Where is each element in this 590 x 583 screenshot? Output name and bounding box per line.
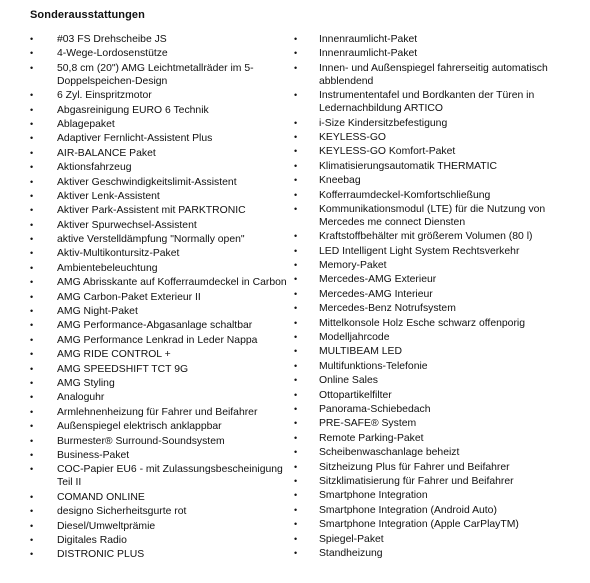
equipment-item xyxy=(30,176,292,189)
equipment-item-label: Modelljahrcode xyxy=(319,332,390,344)
equipment-item-label: AMG Night-Paket xyxy=(57,306,138,318)
equipment-item xyxy=(294,259,564,272)
equipment-item xyxy=(294,446,564,459)
equipment-item-label: Smartphone Integration xyxy=(319,490,428,502)
equipment-item xyxy=(294,230,564,243)
bullet-icon: • xyxy=(30,534,34,545)
equipment-item-label: Innenraumlicht-Paket xyxy=(319,34,418,45)
bullet-icon: • xyxy=(30,506,34,517)
equipment-item xyxy=(30,348,292,361)
bullet-icon: • xyxy=(294,403,298,414)
equipment-item-label: Aktionsfahrzeug xyxy=(57,162,132,174)
bullet-icon: • xyxy=(30,491,34,502)
bullet-icon: • xyxy=(294,317,298,328)
bullet-icon: • xyxy=(30,48,34,59)
bullet-icon: • xyxy=(294,432,298,443)
equipment-item-label: Multifunktions-Telefonie xyxy=(319,360,428,372)
bullet-icon: • xyxy=(294,375,298,386)
equipment-item-label: Aktiver Geschwindigkeitslimit-Assistent xyxy=(57,176,237,188)
bullet-icon: • xyxy=(294,245,298,256)
bullet-icon: • xyxy=(294,360,298,371)
equipment-item xyxy=(294,62,564,88)
bullet-icon: • xyxy=(294,533,298,544)
equipment-item xyxy=(30,334,292,347)
equipment-item xyxy=(30,147,292,160)
equipment-item xyxy=(30,449,292,462)
bullet-icon: • xyxy=(30,277,34,288)
equipment-item xyxy=(294,131,564,144)
bullet-icon: • xyxy=(30,205,34,216)
equipment-item-label: Remote Parking-Paket xyxy=(319,432,424,444)
bullet-icon: • xyxy=(30,421,34,432)
bullet-icon: • xyxy=(30,162,34,173)
equipment-item xyxy=(30,319,292,332)
section-heading: Sonderausstattungen xyxy=(30,9,145,21)
equipment-item-label: Digitales Radio xyxy=(57,534,127,546)
bullet-icon: • xyxy=(30,377,34,388)
equipment-item-label: Aktiv-Multikontursitz-Paket xyxy=(57,248,180,260)
equipment-item-label: Aktiver Lenk-Assistent xyxy=(57,190,160,202)
bullet-icon: • xyxy=(30,104,34,115)
equipment-item-label: Spiegel-Paket xyxy=(319,533,384,545)
equipment-item-label: 6 Zyl. Einspritzmotor xyxy=(57,90,152,102)
equipment-item xyxy=(294,33,564,46)
equipment-item xyxy=(30,262,292,275)
equipment-item xyxy=(30,505,292,518)
bullet-icon: • xyxy=(30,34,34,44)
bullet-icon: • xyxy=(30,291,34,302)
equipment-item-label: Memory-Paket xyxy=(319,260,387,272)
equipment-item-label: Panorama-Schiebedach xyxy=(319,403,431,415)
equipment-item xyxy=(294,89,564,115)
equipment-item-label: aktive Verstelldämpfung "Normally open" xyxy=(57,234,245,246)
equipment-item xyxy=(294,273,564,286)
bullet-icon: • xyxy=(294,274,298,285)
equipment-item-label: Innenraumlicht-Paket xyxy=(319,48,418,60)
equipment-item-label: Kneebag xyxy=(319,175,361,187)
equipment-item xyxy=(294,331,564,344)
equipment-item-label: Smartphone Integration (Android Auto) xyxy=(319,504,497,516)
equipment-item-label: AMG RIDE CONTROL + xyxy=(57,349,171,361)
bullet-icon: • xyxy=(294,504,298,515)
bullet-icon: • xyxy=(294,48,298,59)
equipment-item-label: designo Sicherheitsgurte rot xyxy=(57,506,187,518)
equipment-item xyxy=(30,520,292,533)
equipment-item xyxy=(30,463,292,489)
bullet-icon: • xyxy=(294,62,298,73)
equipment-item-label: PRE-SAFE® System xyxy=(319,418,417,430)
equipment-item-label: Scheibenwaschanlage beheizt xyxy=(319,447,460,459)
bullet-icon: • xyxy=(30,549,34,560)
equipment-item xyxy=(30,233,292,246)
bullet-icon: • xyxy=(294,189,298,200)
equipment-item-label: AMG Abrisskante auf Kofferraumdeckel in Carbon xyxy=(57,277,287,289)
equipment-item xyxy=(294,389,564,402)
bullet-icon: • xyxy=(30,520,34,531)
equipment-item xyxy=(30,118,292,131)
equipment-item-label: Diesel/Umweltprämie xyxy=(57,520,156,532)
equipment-item xyxy=(30,89,292,102)
equipment-item xyxy=(30,161,292,174)
equipment-item xyxy=(294,360,564,373)
equipment-item xyxy=(30,491,292,504)
equipment-item xyxy=(294,547,564,560)
equipment-item xyxy=(30,247,292,260)
bullet-icon: • xyxy=(30,406,34,417)
equipment-item xyxy=(30,62,292,88)
equipment-item xyxy=(30,548,292,561)
equipment-list-right xyxy=(294,33,564,561)
bullet-icon: • xyxy=(30,363,34,374)
bullet-icon: • xyxy=(294,389,298,400)
equipment-item xyxy=(30,435,292,448)
bullet-icon: • xyxy=(294,288,298,299)
equipment-item xyxy=(294,504,564,517)
equipment-item xyxy=(30,204,292,217)
bullet-icon: • xyxy=(294,117,298,128)
bullet-icon: • xyxy=(30,349,34,360)
equipment-list-left xyxy=(30,33,292,563)
equipment-item xyxy=(294,317,564,330)
bullet-icon: • xyxy=(294,146,298,157)
equipment-item-label: 4-Wege-Lordosenstütze xyxy=(57,48,168,60)
equipment-item-label: MULTIBEAM LED xyxy=(319,346,402,358)
bullet-icon: • xyxy=(294,231,298,242)
equipment-item-label: 50,8 cm (20") AMG Leichtmetallräder im 5-Doppelspeichen-Design xyxy=(57,62,254,87)
bullet-icon: • xyxy=(294,447,298,458)
equipment-item xyxy=(30,406,292,419)
equipment-item xyxy=(30,420,292,433)
equipment-item-label: Ottopartikelfilter xyxy=(319,389,392,401)
equipment-item-label: Kommunikationsmodul (LTE) für die Nutzung von Mercedes me connect Diensten xyxy=(319,203,546,228)
equipment-item xyxy=(294,117,564,130)
bullet-icon: • xyxy=(294,90,298,101)
equipment-item xyxy=(30,219,292,232)
equipment-item-label: LED Intelligent Light System Rechtsverkehr xyxy=(319,245,520,257)
equipment-item xyxy=(294,461,564,474)
equipment-item-label: COC-Papier EU6 - mit Zulassungsbescheinigung Teil II xyxy=(57,464,283,489)
equipment-item-label: Kofferraumdeckel-Komfortschließung xyxy=(319,189,491,201)
bullet-icon: • xyxy=(294,160,298,171)
equipment-item xyxy=(30,47,292,60)
equipment-item-label: i-Size Kindersitzbefestigung xyxy=(319,117,448,129)
equipment-item-label: Abgasreinigung EURO 6 Technik xyxy=(57,104,209,116)
equipment-item xyxy=(294,475,564,488)
bullet-icon: • xyxy=(30,435,34,446)
equipment-item-label: Ablagepaket xyxy=(57,118,115,130)
equipment-item-label: COMAND ONLINE xyxy=(57,491,145,503)
bullet-icon: • xyxy=(30,219,34,230)
bullet-icon: • xyxy=(294,203,298,214)
equipment-item-label: KEYLESS-GO Komfort-Paket xyxy=(319,146,456,158)
equipment-item xyxy=(294,417,564,430)
bullet-icon: • xyxy=(294,519,298,530)
equipment-item-label: Sitzheizung Plus für Fahrer und Beifahrer xyxy=(319,461,510,473)
bullet-icon: • xyxy=(30,147,34,158)
bullet-icon: • xyxy=(294,475,298,486)
equipment-item xyxy=(294,403,564,416)
bullet-icon: • xyxy=(30,306,34,317)
equipment-item-label: Aktiver Park-Assistent mit PARKTRONIC xyxy=(57,205,246,217)
equipment-item-label: Ambientebeleuchtung xyxy=(57,262,158,274)
equipment-item-label: DISTRONIC PLUS xyxy=(57,549,145,561)
bullet-icon: • xyxy=(30,118,34,129)
bullet-icon: • xyxy=(294,34,298,44)
bullet-icon: • xyxy=(294,303,298,314)
bullet-icon: • xyxy=(294,418,298,429)
equipment-item-label: AMG Performance-Abgasanlage schaltbar xyxy=(57,320,253,332)
equipment-item xyxy=(294,160,564,173)
equipment-item xyxy=(30,33,292,46)
bullet-icon: • xyxy=(294,175,298,186)
equipment-item-label: Mercedes-Benz Notrufsystem xyxy=(319,303,456,315)
equipment-item-label: Instrumententafel und Bordkanten der Türen in Ledernachbildung ARTICO xyxy=(319,90,535,115)
equipment-item xyxy=(294,345,564,358)
equipment-item-label: Mercedes-AMG Interieur xyxy=(319,288,433,300)
bullet-icon: • xyxy=(30,90,34,101)
equipment-item xyxy=(294,47,564,60)
bullet-icon: • xyxy=(294,131,298,142)
equipment-item-label: AIR-BALANCE Paket xyxy=(57,147,156,159)
bullet-icon: • xyxy=(294,332,298,343)
equipment-item-label: Adaptiver Fernlicht-Assistent Plus xyxy=(57,133,213,145)
bullet-icon: • xyxy=(30,190,34,201)
equipment-item xyxy=(30,305,292,318)
equipment-item xyxy=(30,534,292,547)
equipment-item-label: Standheizung xyxy=(319,547,383,559)
equipment-item-label: Analoguhr xyxy=(57,392,105,404)
equipment-item xyxy=(294,288,564,301)
bullet-icon: • xyxy=(30,449,34,460)
equipment-item-label: Sitzklimatisierung für Fahrer und Beifahrer xyxy=(319,475,514,487)
bullet-icon: • xyxy=(294,490,298,501)
equipment-item xyxy=(30,391,292,404)
equipment-item xyxy=(294,518,564,531)
equipment-item-label: Mercedes-AMG Exterieur xyxy=(319,274,437,286)
equipment-item-label: #03 FS Drehscheibe JS xyxy=(57,34,167,45)
equipment-item xyxy=(30,377,292,390)
equipment-item-label: Aktiver Spurwechsel-Assistent xyxy=(57,219,197,231)
equipment-item xyxy=(30,190,292,203)
bullet-icon: • xyxy=(30,176,34,187)
equipment-item xyxy=(294,245,564,258)
equipment-item xyxy=(294,432,564,445)
bullet-icon: • xyxy=(30,133,34,144)
bullet-icon: • xyxy=(30,334,34,345)
equipment-item-label: AMG Performance Lenkrad in Leder Nappa xyxy=(57,334,258,346)
equipment-item xyxy=(294,374,564,387)
bullet-icon: • xyxy=(294,346,298,357)
equipment-item xyxy=(294,174,564,187)
bullet-icon: • xyxy=(30,320,34,331)
equipment-item-label: AMG Carbon-Paket Exterieur II xyxy=(57,291,201,303)
equipment-item-label: Klimatisierungsautomatik THERMATIC xyxy=(319,160,498,172)
bullet-icon: • xyxy=(30,392,34,403)
bullet-icon: • xyxy=(30,464,34,475)
equipment-item xyxy=(294,302,564,315)
equipment-item-label: Burmester® Surround-Soundsystem xyxy=(57,435,225,447)
equipment-item xyxy=(30,104,292,117)
equipment-item-label: AMG Styling xyxy=(57,377,115,389)
bullet-icon: • xyxy=(294,547,298,558)
equipment-item-label: Business-Paket xyxy=(57,449,130,461)
equipment-item-label: Kraftstoffbehälter mit größerem Volumen (80 l) xyxy=(319,231,533,243)
equipment-item xyxy=(30,132,292,145)
bullet-icon: • xyxy=(30,262,34,273)
equipment-item xyxy=(30,291,292,304)
equipment-item xyxy=(294,533,564,546)
equipment-item xyxy=(294,145,564,158)
equipment-item xyxy=(30,276,292,289)
bullet-icon: • xyxy=(294,260,298,271)
equipment-item xyxy=(30,363,292,376)
equipment-item-label: Smartphone Integration (Apple CarPlayTM) xyxy=(319,519,519,531)
equipment-item xyxy=(294,189,564,202)
equipment-item-label: Online Sales xyxy=(319,375,378,387)
equipment-item-label: Außenspiegel elektrisch anklappbar xyxy=(57,421,222,433)
bullet-icon: • xyxy=(30,62,34,73)
equipment-item-label: Armlehnenheizung für Fahrer und Beifahrer xyxy=(57,406,258,418)
bullet-icon: • xyxy=(30,234,34,245)
equipment-item xyxy=(294,203,564,229)
bullet-icon: • xyxy=(30,248,34,259)
equipment-item-label: Mittelkonsole Holz Esche schwarz offenporig xyxy=(319,317,525,329)
equipment-item-label: KEYLESS-GO xyxy=(319,131,386,143)
bullet-icon: • xyxy=(294,461,298,472)
equipment-item-label: Innen- und Außenspiegel fahrerseitig automatisch abblendend xyxy=(319,62,548,87)
equipment-item-label: AMG SPEEDSHIFT TCT 9G xyxy=(57,363,189,375)
equipment-item xyxy=(294,489,564,502)
